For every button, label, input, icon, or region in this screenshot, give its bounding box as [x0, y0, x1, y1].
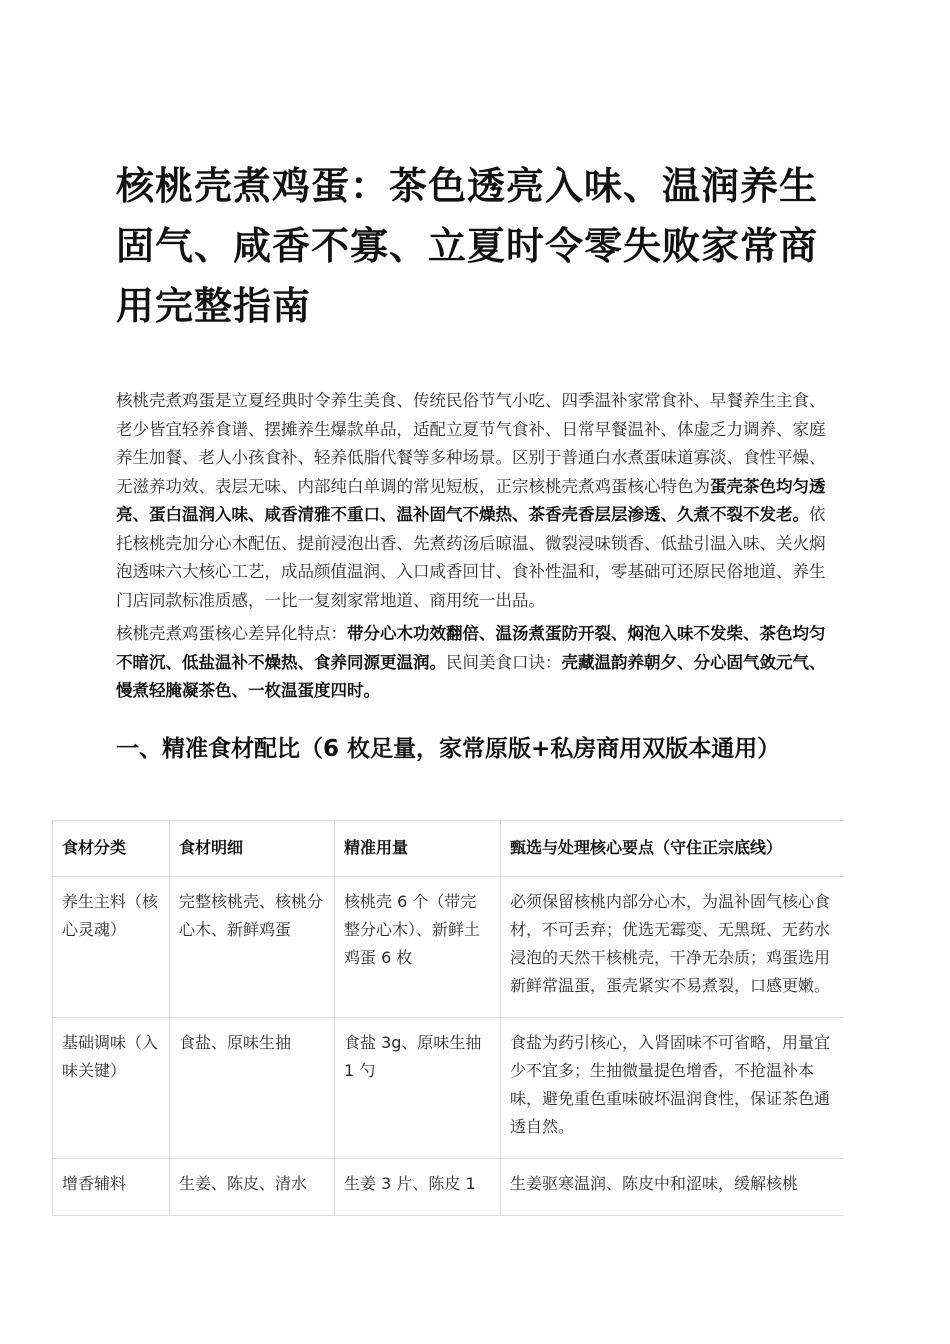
- intro-text: 核桃壳煮鸡蛋是立夏经典时令养生美食、传统民俗节气小吃、四季温补家常食补、早餐养生主食、老少皆宜轻养食谱、摆摊养生爆款单品，适配立夏节气食补、日常早餐温补、体虚乏力调养、家庭养生加餐、老人小孩食补、轻养低脂代餐等多种场景。区别于普通白水煮蛋味道寡淡、食性平燥、无滋养功效、表层无味、内部纯白单调的常见短板，正宗核桃壳煮鸡蛋核心特色为: [116, 391, 826, 496]
- table-header-row: [53, 821, 845, 877]
- cell-notes: 必须保留核桃内部分心木，为温补固气核心食材，不可丢弃；优选无霉变、无黑斑、无药水浸泡的天然干核桃壳，干净无杂质；鸡蛋选用新鲜常温蛋，蛋壳紧实不易煮裂，口感更嫩。: [501, 877, 845, 1018]
- rhyme-label: 民间美食口诀：: [446, 652, 562, 672]
- cell-amount: 食盐 3g、原味生抽 1 勺: [335, 1018, 501, 1159]
- cell-amount: 核桃壳 6 个（带完整分心木）、新鲜土鸡蛋 6 枚: [335, 877, 501, 1018]
- intro-highlight: 蛋壳茶色均匀透亮、蛋白温润入味、咸香清雅不重口、温补固气不燥热、茶香壳香层层渗透、久煮不裂不发老。: [116, 476, 826, 524]
- cell-notes: 生姜驱寒温润、陈皮中和涩味，缓解核桃: [501, 1159, 845, 1216]
- features-label: 核桃壳煮鸡蛋核心差异化特点：: [116, 624, 347, 643]
- intro-paragraph-1: [116, 387, 840, 615]
- ingredients-table: [52, 820, 844, 1216]
- page-title: 核桃壳煮鸡蛋：茶色透亮入味、温润养生固气、咸香不寡、立夏时令零失败家常商用完整指南: [116, 164, 819, 328]
- rhyme-highlight: 壳藏温韵养朝夕、分心固气敛元气、慢煮轻腌凝茶色、一枚温蛋度四时。: [116, 652, 826, 700]
- header-category: 食材分类: [53, 821, 170, 877]
- cell-category: 养生主料（核心灵魂）: [53, 877, 170, 1018]
- intro-text: 依托核桃壳加分心木配伍、提前浸泡出香、先煮药汤后晾温、微裂浸味锁香、低盐引温入味、关火焖泡透味六大核心工艺，成品颜值温润、入口咸香回甘、食补性温和，零基础可还原民俗地道、养生门店同款标准质感，一比一复刻家常地道、商用统一出品。: [116, 505, 826, 610]
- features-highlight: 带分心木功效翻倍、温汤煮蛋防开裂、焖泡入味不发柴、茶色均匀不暗沉、低盐温补不燥热、食养同源更温润。: [116, 624, 826, 672]
- intro-paragraph-2: [116, 620, 840, 706]
- section-heading: 一、精准食材配比（6 枚足量，家常原版+私房商用双版本通用）: [116, 736, 781, 762]
- header-notes: 甄选与处理核心要点（守住正宗底线）: [501, 821, 845, 877]
- ingredients-table-wrap: [52, 820, 844, 1220]
- header-items: 食材明细: [170, 821, 335, 877]
- cell-items: 食盐、原味生抽: [170, 1018, 335, 1159]
- table-row: [53, 1159, 845, 1216]
- cell-amount: 生姜 3 片、陈皮 1: [335, 1159, 501, 1216]
- cell-category: 基础调味（入味关键）: [53, 1018, 170, 1159]
- cell-category: 增香辅料: [53, 1159, 170, 1216]
- header-amount: 精准用量: [335, 821, 501, 877]
- cell-items: 生姜、陈皮、清水: [170, 1159, 335, 1216]
- table-row: [53, 877, 845, 1018]
- cell-items: 完整核桃壳、核桃分心木、新鲜鸡蛋: [170, 877, 335, 1018]
- table-row: [53, 1018, 845, 1159]
- cell-notes: 食盐为药引核心，入肾固味不可省略，用量宜少不宜多；生抽微量提色增香，不抢温补本味，避免重色重味破坏温润食性，保证茶色通透自然。: [501, 1018, 845, 1159]
